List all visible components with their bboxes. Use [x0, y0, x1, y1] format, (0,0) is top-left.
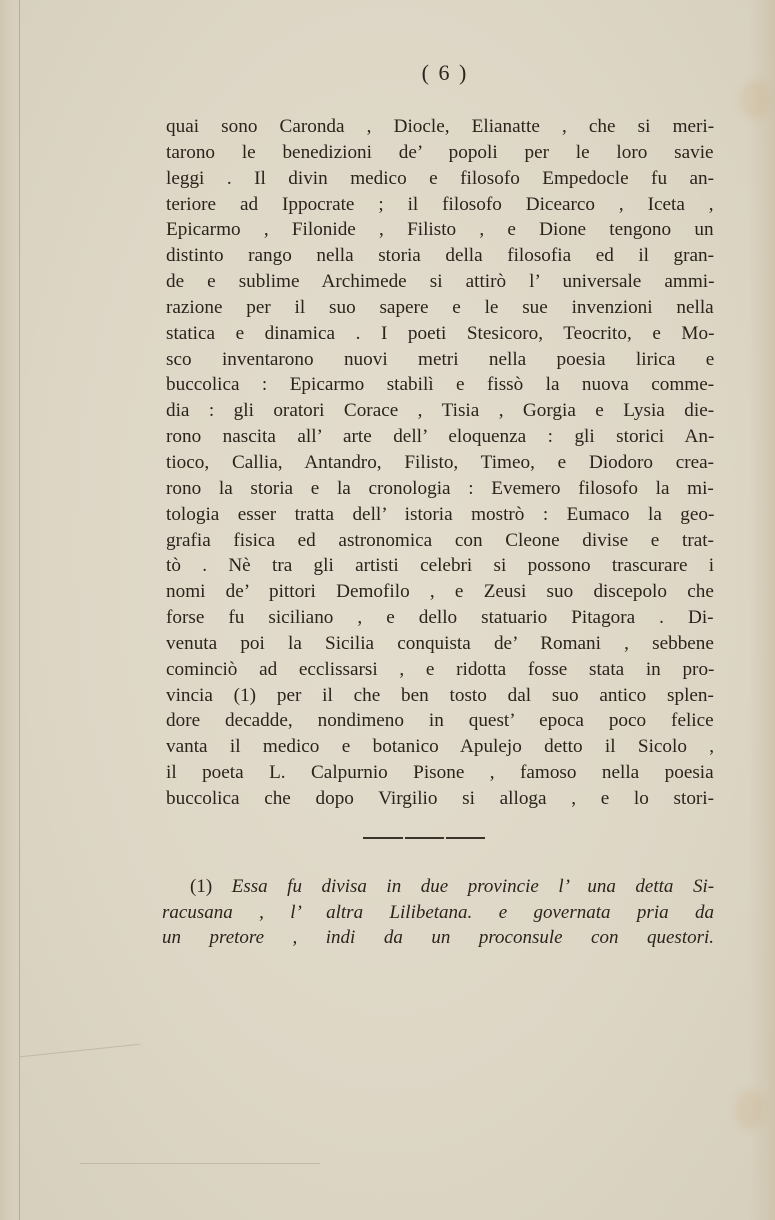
text-line: Epicarmo , Filonide , Filisto , e Dione tengono un — [166, 219, 714, 241]
body-text — [166, 114, 714, 812]
text-line: teriore ad Ippocrate ; il filosofo Dicearco , Iceta , — [166, 193, 714, 215]
text-line: venuta poi la Sicilia conquista de’ Romani , sebbene — [166, 632, 714, 654]
text-line: razione per il suo sapere e le sue invenzioni nella — [166, 296, 714, 318]
footnote-text: Essa fu divisa in due provincie l’ una detta Si- — [231, 876, 715, 897]
binding-fold-line — [19, 0, 20, 1220]
text-line: tioco, Callia, Antandro, Filisto, Timeo, e Diodoro crea- — [166, 451, 715, 473]
paper-stain — [740, 80, 770, 120]
text-line: vanta il medico e botanico Apulejo detto il Sicolo , — [166, 736, 715, 758]
text-line: rono la storia e la cronologia : Evemero filosofo la mi- — [166, 477, 714, 499]
paper-crease — [20, 1044, 139, 1058]
footnote-line: racusana , l’ altra Lilibetana. e governata pria da — [162, 901, 714, 923]
text-line: tò . Nè tra gli artisti celebri si possono trascurare i — [166, 555, 715, 577]
text-line: dore decadde, nondimeno in quest’ epoca poco felice — [166, 710, 714, 732]
text-line: quai sono Caronda , Diocle, Elianatte , che si meri- — [166, 116, 715, 137]
text-line: buccolica che dopo Virgilio si alloga , e lo stori- — [166, 787, 715, 809]
text-line: buccolica : Epicarmo stabilì e fissò la nuova comme- — [166, 374, 715, 396]
footnote-separator-rule — [363, 837, 485, 839]
paper-crease — [80, 1163, 320, 1164]
text-line: grafia fisica ed astronomica con Cleone divise e trat- — [166, 529, 714, 551]
text-line: sco inventarono nuovi metri nella poesia lirica e — [166, 348, 715, 370]
page-number: ( 6 ) — [421, 60, 469, 85]
footnote-line: un pretore , indi da un proconsule con questori. — [162, 927, 715, 948]
text-line: de e sublime Archimede si attirò l’ universale ammi- — [166, 271, 715, 293]
text-line: leggi . Il divin medico e filosofo Empedocle fu an- — [166, 167, 714, 189]
text-line: tarono le benedizioni de’ popoli per le loro savie — [166, 141, 714, 163]
text-line: rono nascita all’ arte dell’ eloquenza : gli storici An- — [166, 426, 715, 448]
text-line: il poeta L. Calpurnio Pisone , famoso nella poesia — [166, 762, 714, 784]
footnote-marker: (1) — [190, 876, 232, 897]
page-right-edge — [749, 0, 775, 1220]
text-line: forse fu siciliano , e dello statuario Pitagora . Di- — [166, 607, 714, 629]
text-line: cominciò ad ecclissarsi , e ridotta fosse stata in pro- — [166, 658, 715, 680]
text-line: nomi de’ pittori Demofilo , e Zeusi suo discepolo che — [166, 581, 714, 603]
text-line: distinto rango nella storia della filosofia ed il gran- — [166, 245, 715, 267]
text-line: dia : gli oratori Corace , Tisia , Gorgia e Lysia die- — [166, 400, 715, 422]
text-line: tologia esser tratta dell’ istoria mostrò : Eumaco la geo- — [166, 503, 715, 525]
paper-stain — [735, 1090, 765, 1130]
text-line: vincia (1) per il che ben tosto dal suo antico splen- — [166, 684, 714, 706]
footnote — [162, 874, 714, 951]
text-line: statica e dinamica . I poeti Stesicoro, Teocrito, e Mo- — [166, 322, 715, 344]
footnote-line — [162, 874, 742, 900]
